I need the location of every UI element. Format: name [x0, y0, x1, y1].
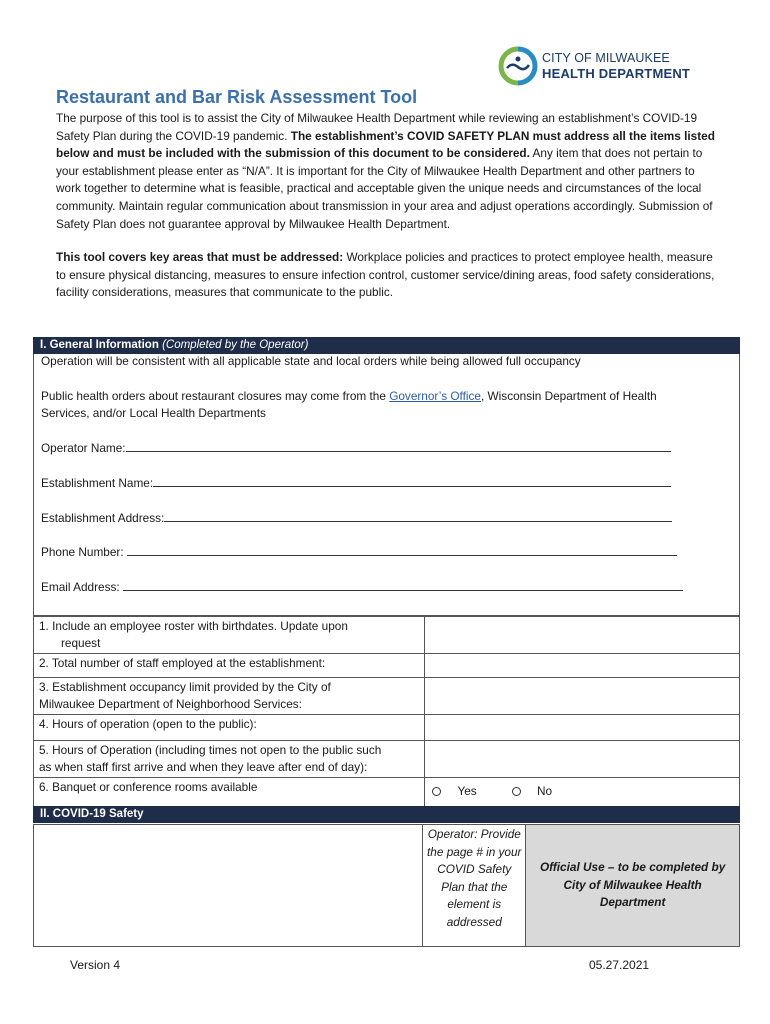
question-3: 3. Establishment occupancy limit provided by the City of Milwaukee Department of Neighborhood Services:: [34, 678, 425, 715]
public-health-orders-line: Public health orders about restaurant closures may come from the Governor’s Office, Wisconsin Department of Health: [41, 389, 657, 403]
table-row: [34, 715, 740, 741]
covid-safety-table: [33, 824, 740, 947]
intro-text: [56, 110, 716, 302]
occupancy-statement: Operation will be consistent with all applicable state and local orders while being allowed full occupancy: [41, 354, 581, 368]
establishment-name-field[interactable]: Establishment Name:: [41, 475, 671, 492]
page-title: Restaurant and Bar Risk Assessment Tool: [56, 87, 418, 107]
table-row: [34, 678, 740, 715]
document-date: 05.27.2021: [589, 958, 650, 972]
question-1: 1. Include an employee roster with birthdates. Update upon request: [34, 617, 425, 654]
operator-name-field[interactable]: Operator Name:: [41, 440, 671, 457]
version-label: Version 4: [70, 958, 121, 972]
banquet-yes-no: [425, 778, 740, 810]
governors-office-link[interactable]: Governor’s Office: [389, 389, 481, 403]
logo-department-text: HEALTH DEPARTMENT: [542, 65, 691, 81]
establishment-address-field[interactable]: Establishment Address:: [41, 510, 672, 527]
answer-2-field[interactable]: [425, 654, 740, 678]
no-option[interactable]: No: [512, 784, 568, 798]
section-covid-safety-header: II. COVID-19 Safety: [33, 806, 740, 823]
phone-number-field[interactable]: Phone Number:: [41, 544, 677, 561]
section-general-information-header: I. General Information (Completed by the Operator): [33, 337, 740, 354]
official-use-column-header: Official Use – to be completed by City of Milwaukee Health Department: [526, 825, 740, 947]
questions-table: [33, 616, 740, 810]
logo-city-text: CITY OF MILWAUKEE: [542, 51, 670, 66]
answer-5-field[interactable]: [425, 741, 740, 778]
intro-paragraph-2: This tool covers key areas that must be addressed: Workplace policies and practices to protect employee health, measure to ensure physical distancing, measures to ensure infection control, customer service/dining areas, food safety considerations, facility considerations, measures that communicate to the public.: [56, 250, 715, 300]
no-radio-icon[interactable]: [512, 787, 521, 796]
answer-4-field[interactable]: [425, 715, 740, 741]
table-row: [34, 778, 740, 810]
yes-radio-icon[interactable]: [432, 787, 441, 796]
table-row: [34, 825, 740, 947]
yes-option[interactable]: Yes: [432, 784, 492, 798]
table-row: [34, 741, 740, 778]
answer-3-field[interactable]: [425, 678, 740, 715]
intro-paragraph-1: The purpose of this tool is to assist the City of Milwaukee Health Department while reviewing an establishment’s COVID-19 Safety Plan during the COVID-19 pandemic. The establishment’s COVID SAFETY PLAN must address all the items listed below and must be included with the submission of this document to be considered. Any item that does not pertain to your establishment please enter as “N/A”. It is important for the City of Milwaukee Health Department and other partners to work together to determine what is feasible, practical and acceptable given the unique needs and circumstances of the local community. Maintain regular communication about transmission in your area and adjust operations accordingly. Submission of Safety Plan does not guarantee approval by Milwaukee Health Department.: [56, 111, 715, 231]
public-health-orders-line-2: Services, and/or Local Health Departments: [41, 406, 266, 420]
table-row: [34, 654, 740, 678]
answer-1-field[interactable]: [425, 617, 740, 654]
question-6: 6. Banquet or conference rooms available: [34, 778, 425, 810]
milwaukee-logo-icon: [498, 46, 538, 86]
covid-element-column: [34, 825, 423, 947]
question-5: 5. Hours of Operation (including times not open to the public such as when staff first arrive and when they leave after end of day):: [34, 741, 425, 778]
operator-page-column-header: Operator: Provide the page # in your COVID Safety Plan that the element is addressed: [423, 825, 526, 947]
health-department-logo: [498, 44, 708, 88]
question-4: 4. Hours of operation (open to the public):: [34, 715, 425, 741]
table-row: [34, 617, 740, 654]
email-address-field[interactable]: Email Address:: [41, 579, 683, 596]
general-information-box: [33, 354, 740, 616]
question-2: 2. Total number of staff employed at the establishment:: [34, 654, 425, 678]
